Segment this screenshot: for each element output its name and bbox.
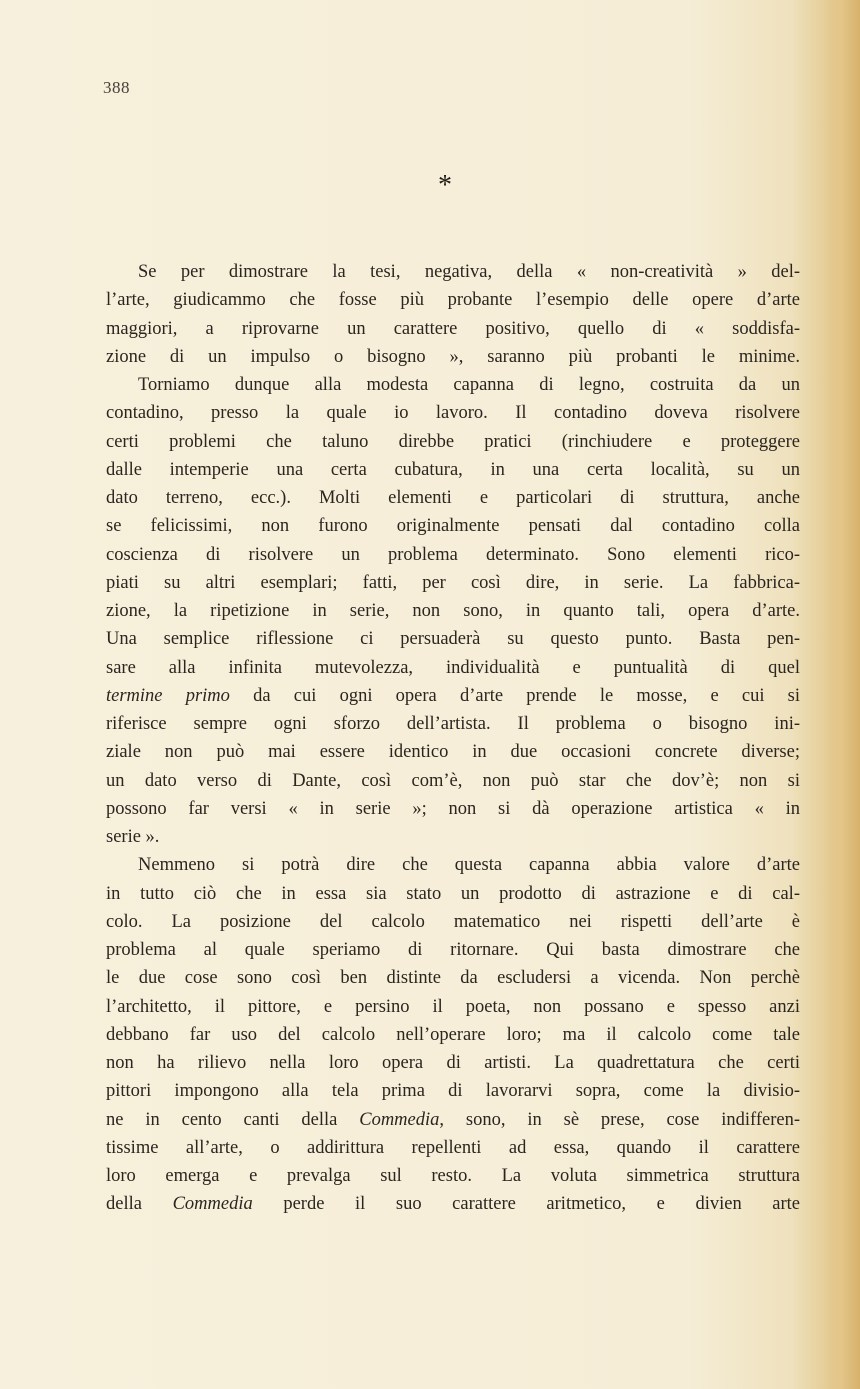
text-segment: dalle intemperie una certa cubatura, in una certa località, su un — [106, 459, 800, 480]
text-line — [106, 1077, 800, 1105]
text-segment: le due cose sono così ben distinte da escludersi a vicenda. Non perchè — [106, 968, 800, 989]
text-segment: tissime all’arte, o addirittura repellenti ad essa, quando il carattere — [106, 1137, 800, 1158]
body-text — [106, 258, 800, 1219]
text-line — [106, 908, 800, 936]
text-line — [106, 484, 800, 512]
text-segment: possono far versi « in serie »; non si dà operazione artistica « in — [106, 798, 800, 819]
text-line — [106, 710, 800, 738]
text-segment: problema al quale speriamo di ritornare. Qui basta dimostrare che — [106, 940, 800, 960]
text-segment: coscienza di risolvere un problema determinato. Sono elementi rico- — [106, 544, 800, 565]
text-segment: riferisce sempre ogni sforzo dell’artista. Il problema o bisogno ini- — [106, 714, 800, 734]
text-segment: loro emerga e prevalga sul resto. La voluta simmetrica struttura — [106, 1166, 800, 1186]
section-separator: * — [438, 170, 452, 201]
text-segment: dato terreno, ecc.). Molti elementi e particolari di struttura, anche — [106, 488, 800, 508]
text-segment: piati su altri esemplari; fatti, per così dire, in serie. La fabbrica- — [106, 572, 800, 593]
text-segment: da cui ogni opera d’arte prende le mosse, e cui si — [229, 685, 800, 706]
text-segment: non ha rilievo nella loro opera di artisti. La quadrettatura che certi — [106, 1053, 800, 1073]
text-line — [106, 371, 800, 399]
text-line — [106, 1021, 800, 1049]
text-line — [106, 795, 800, 823]
text-line — [106, 880, 800, 908]
text-line — [106, 1134, 800, 1162]
text-segment: se felicissimi, non furono originalmente pensati dal contadino colla — [106, 516, 800, 537]
text-line — [106, 767, 800, 795]
text-segment: zione di un impulso o bisogno », saranno più probanti le minime. — [106, 346, 800, 367]
text-segment: l’architetto, il pittore, e persino il poeta, non possano e spesso anzi — [106, 996, 800, 1017]
text-line — [106, 964, 800, 992]
text-line — [106, 286, 800, 314]
text-line — [106, 541, 800, 569]
text-segment: , sono, in sè prese, cose indifferen- — [439, 1109, 800, 1130]
text-line — [106, 823, 800, 851]
text-segment: Nemmeno si potrà dire che questa capanna abbia valore d’arte — [138, 855, 800, 876]
text-line — [106, 625, 800, 653]
italic-text: Commedia — [172, 1194, 253, 1215]
text-line — [106, 456, 800, 484]
text-segment: un dato verso di Dante, così com’è, non può star che dov’è; non si — [106, 770, 800, 791]
text-line — [106, 258, 800, 286]
text-segment: serie ». — [106, 827, 160, 847]
text-line — [106, 682, 800, 710]
text-line — [106, 343, 800, 371]
text-segment: pittori impongono alla tela prima di lavorarvi sopra, come la divisio- — [106, 1081, 800, 1102]
text-line — [106, 399, 800, 427]
text-segment: sare alla infinita mutevolezza, individualità e puntualità di quel — [106, 657, 800, 678]
text-segment: certi problemi che taluno direbbe pratici (rinchiudere e proteggere — [106, 431, 800, 452]
text-segment: Se per dimostrare la tesi, negativa, della « non-creatività » del- — [138, 262, 800, 282]
text-segment: della — [106, 1194, 173, 1215]
text-line — [106, 1049, 800, 1077]
text-line — [106, 936, 800, 964]
italic-text: Commedia — [359, 1109, 440, 1130]
text-line — [106, 1106, 800, 1134]
text-line — [106, 1162, 800, 1190]
text-segment: ne in cento canti della — [106, 1109, 360, 1130]
page-number: 388 — [103, 78, 130, 97]
text-segment: maggiori, a riprovarne un carattere positivo, quello di « soddisfa- — [106, 318, 800, 339]
text-segment: colo. La posizione del calcolo matematico nei rispetti dell’arte è — [106, 911, 800, 932]
italic-text: termine primo — [106, 685, 230, 706]
text-segment: debbano far uso del calcolo nell’operare loro; ma il calcolo come tale — [106, 1024, 800, 1045]
text-segment: in tutto ciò che in essa sia stato un prodotto di astrazione e di cal- — [106, 883, 800, 904]
text-segment: l’arte, giudicammo che fosse più probante l’esempio delle opere d’arte — [106, 290, 800, 311]
text-line — [106, 597, 800, 625]
text-segment: Una semplice riflessione ci persuaderà su questo punto. Basta pen- — [106, 629, 800, 650]
text-segment: Torniamo dunque alla modesta capanna di legno, costruita da un — [138, 375, 800, 395]
text-line — [106, 738, 800, 766]
text-line — [106, 654, 800, 682]
text-line — [106, 428, 800, 456]
text-line — [106, 851, 800, 879]
text-segment: ziale non può mai essere identico in due occasioni concrete diverse; — [106, 742, 800, 763]
text-segment: contadino, presso la quale io lavoro. Il contadino doveva risolvere — [106, 403, 800, 424]
text-line — [106, 512, 800, 540]
text-line — [106, 993, 800, 1021]
text-line — [106, 569, 800, 597]
text-line — [106, 315, 800, 343]
text-segment: perde il suo carattere aritmetico, e divien arte — [252, 1194, 801, 1215]
text-segment: zione, la ripetizione in serie, non sono, in quanto tali, opera d’arte. — [106, 601, 800, 621]
text-line — [106, 1190, 800, 1218]
page-edge-shadow — [826, 0, 860, 1389]
